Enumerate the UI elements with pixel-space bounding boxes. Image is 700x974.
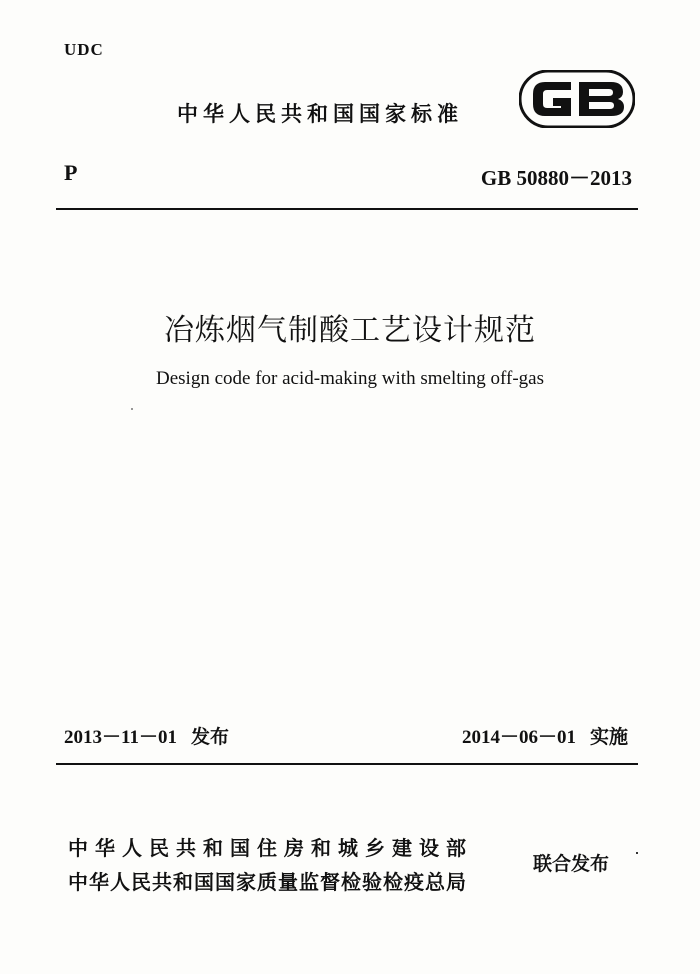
bottom-divider (56, 763, 638, 765)
scan-speck (131, 408, 133, 410)
standard-type-heading: 中华人民共和国国家标准 (177, 102, 463, 126)
joint-issue-label: 联合发布 (533, 853, 610, 875)
gb-logo (519, 70, 635, 128)
implement-date: 2014－06－01 (461, 727, 576, 748)
issue-label: 发布 (190, 726, 229, 748)
scan-speck (636, 852, 638, 854)
title-chinese: 冶炼烟气制酸工艺设计规范 (164, 313, 536, 348)
udc-label: UDC (64, 40, 104, 59)
issue-date-line (64, 722, 229, 749)
category-code: P (64, 160, 78, 185)
issuer-ministry-housing: 中华人民共和国住房和城乡建设部 (68, 836, 473, 860)
issue-date: 2013－11－01 (64, 727, 177, 748)
title-english: Design code for acid-making with smelting off-gas (156, 368, 544, 389)
standard-number: GB 50880－2013 (480, 166, 632, 190)
issuer-aqsiq: 中华人民共和国国家质量监督检验检疫总局 (68, 870, 467, 894)
top-divider (56, 208, 638, 210)
implement-date-line (462, 722, 628, 749)
implement-label: 实施 (589, 726, 628, 748)
